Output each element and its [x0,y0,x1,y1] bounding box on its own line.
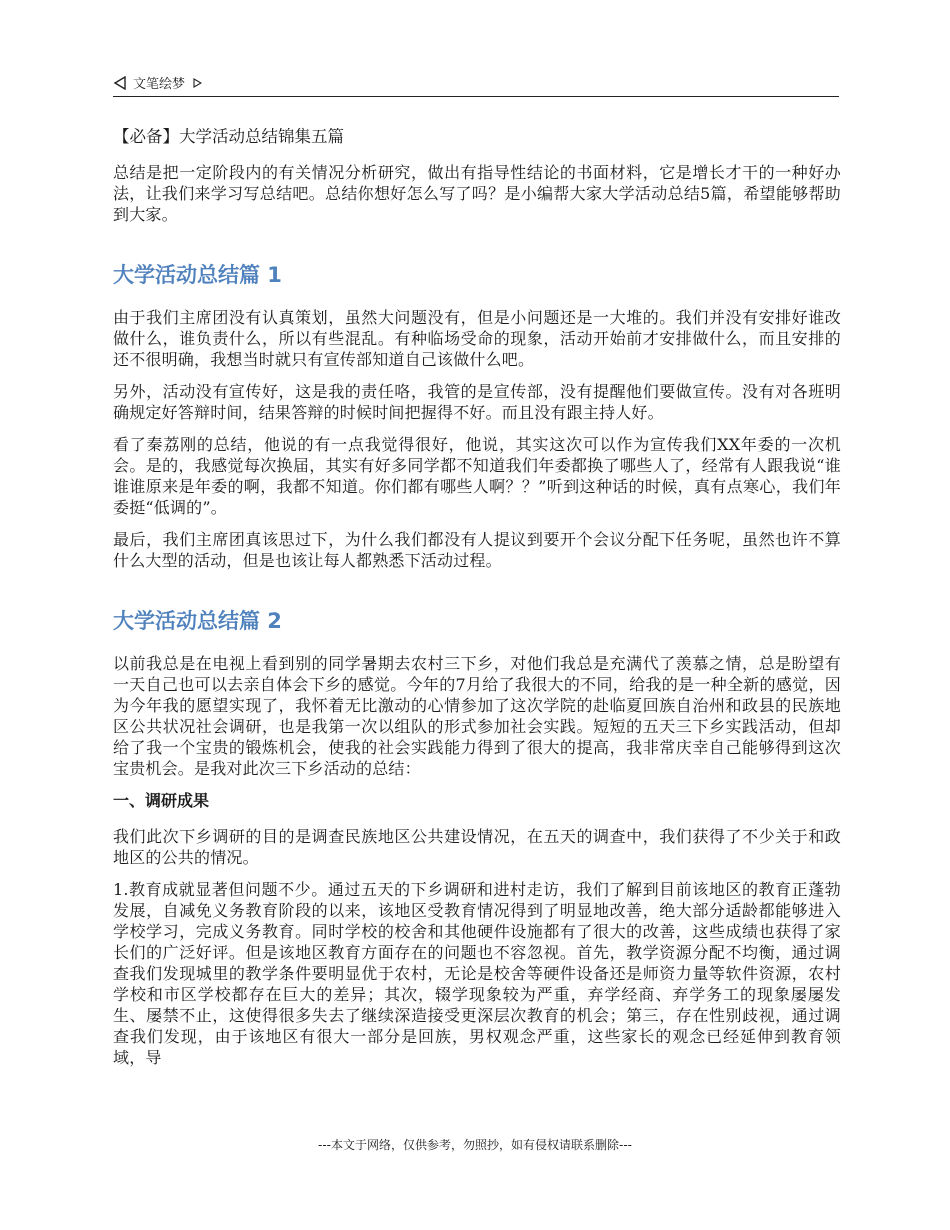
paragraph: 以前我总是在电视上看到别的同学暑期去农村三下乡，对他们我总是充满代了羡慕之情，总是盼望有一天自己也可以去亲自体会下乡的感觉。今年的7月给了我很大的不同，给我的是一种全新的感觉，因为今年我的愿望实现了，我怀着无比激动的心情参加了这次学院的赴临夏回族自治州和政县的民族地区公共状况社会调研，也是我第一次以组队的形式参加社会实践。短短的五天三下乡实践活动，但却给了我一个宝贵的锻炼机会，使我的社会实践能力得到了很大的提高，我非常庆幸自己能够得到这次宝贵机会。是我对此次三下乡活动的总结： [113,654,841,778]
triangle-left-icon [113,76,127,90]
paragraph: 由于我们主席团没有认真策划，虽然大问题没有，但是小问题还是一大堆的。我们并没有安排好谁改做什么，谁负责什么，所以有些混乱。有种临场受命的现象，活动开始前才安排做什么，而且安排的还不很明确，我想当时就只有宣传部知道自己该做什么吧。 [113,308,841,369]
section-heading: 大学活动总结篇 1 [113,263,282,287]
paragraph: 我们此次下乡调研的目的是调查民族地区公共建设情况，在五天的调查中，我们获得了不少关于和政地区的公共的情况。 [113,827,841,867]
subsection-heading: 一、调研成果 [113,791,210,810]
paragraph: 看了秦荔刚的总结，他说的有一点我觉得很好，他说，其实这次可以作为宣传我们XX年委的一次机会。是的，我感觉每次换届，其实有好多同学都不知道我们年委都换了哪些人了，经常有人跟我说“谁谁谁原来是年委的啊，我都不知道。你们都有哪些人啊？？”听到这种话的时候，真有点寒心，我们年委挺“低调的”。 [113,435,841,517]
intro-paragraph: 总结是把一定阶段内的有关情况分析研究，做出有指导性结论的书面材料，它是增长才干的一种好办法，让我们来学习写总结吧。总结你想好怎么写了吗？是小编帮大家大学活动总结5篇，希望能够帮助到大家。 [113,163,841,224]
brand [113,73,202,92]
triangle-right-icon [193,78,202,88]
page-footer: ---本文于网络，仅供参考，勿照抄，如有侵权请联系删除--- [318,1138,632,1152]
paragraph: 最后，我们主席团真该思过下，为什么我们都没有人提议到要开个会议分配下任务呢，虽然也许不算什么大型的活动，但是也该让每人都熟悉下活动过程。 [113,530,841,570]
page-header [113,70,839,97]
paragraph: 1.教育成就显著但问题不少。通过五天的下乡调研和进村走访，我们了解到目前该地区的教育正蓬勃发展，自减免义务教育阶段的以来，该地区受教育情况得到了明显地改善，绝大部分适龄都能够进入学校学习，完成义务教育。同时学校的校舍和其他硬件设施都有了很大的改善，这些成绩也获得了家长们的广泛好评。但是该地区教育方面存在的问题也不容忽视。首先，教学资源分配不均衡，通过调查我们发现城里的教学条件要明显优于农村，无论是校舍等硬件设备还是师资力量等软件资源，农村学校和市区学校都存在巨大的差异；其次，辍学现象较为严重，弃学经商、弃学务工的现象屡屡发生、屡禁不止，这使得很多失去了继续深造接受更深层次教育的机会；第三，存在性别歧视，通过调查我们发现，由于该地区有很大一部分是回族，男权观念严重，这些家长的观念已经延伸到教育领域，导 [113,880,841,1067]
document-title: 【必备】大学活动总结锦集五篇 [113,127,344,146]
document-body [113,124,841,1079]
paragraph: 另外，活动没有宣传好，这是我的责任咯，我管的是宣传部，没有提醒他们要做宣传。没有对各班明确规定好答辩时间，结果答辩的时候时间把握得不好。而且没有跟主持人好。 [113,382,841,422]
brand-name: 文笔绘梦 [133,77,186,92]
section-heading: 大学活动总结篇 2 [113,609,282,633]
